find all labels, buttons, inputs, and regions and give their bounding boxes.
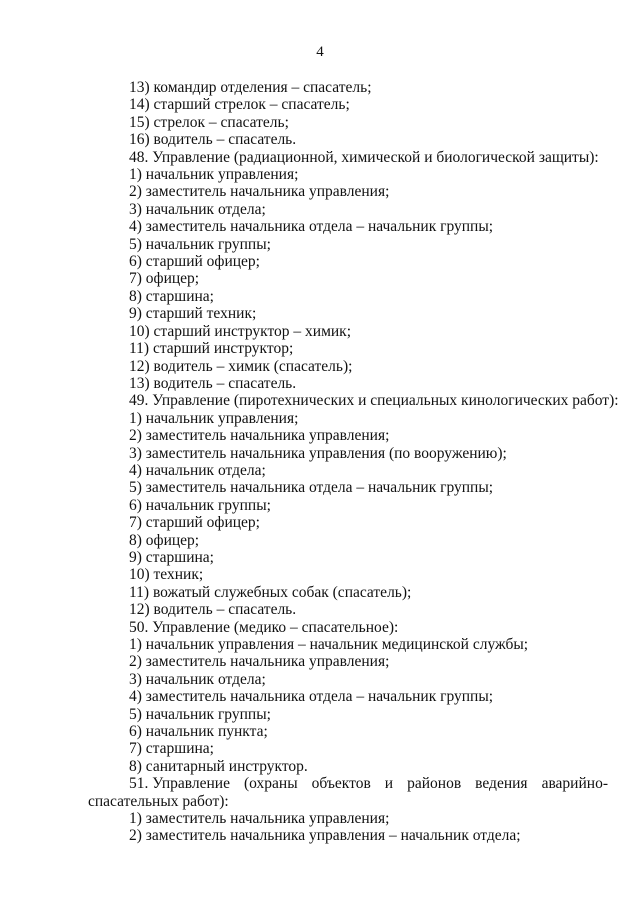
- list-item: 4) начальник отдела;: [129, 461, 266, 479]
- list-item: 5) заместитель начальника отдела – начальник группы;: [129, 479, 494, 497]
- heading-word: объектов: [311, 775, 371, 793]
- list-item: 7) старший офицер;: [129, 514, 260, 532]
- heading-word: и: [384, 775, 394, 793]
- list-item: 10) старший инструктор – химик;: [129, 322, 352, 340]
- heading-word: аварийно-: [541, 775, 608, 793]
- list-item: 12) водитель – спасатель.: [129, 601, 297, 619]
- section-heading-51: [129, 775, 608, 792]
- list-item: 7) старшина;: [129, 740, 214, 758]
- section-heading-51-continuation: спасательных работ):: [88, 792, 229, 810]
- list-item: 5) начальник группы;: [129, 705, 271, 723]
- section-heading: 50. Управление (медико – спасательное):: [129, 618, 399, 636]
- list-item: 3) заместитель начальника управления (по вооружению);: [129, 444, 507, 462]
- list-item: 8) старшина;: [129, 287, 214, 305]
- heading-word: 51. Управление: [129, 775, 230, 793]
- list-item: 14) старший стрелок – спасатель;: [129, 96, 350, 114]
- list-item: 3) начальник отдела;: [129, 200, 266, 218]
- document-body: [88, 79, 619, 845]
- list-item: 11) вожатый служебных собак (спасатель);: [129, 583, 412, 601]
- list-item: 3) начальник отдела;: [129, 670, 266, 688]
- list-item: 2) заместитель начальника управления;: [129, 427, 390, 445]
- list-item: 1) заместитель начальника управления;: [129, 810, 390, 828]
- list-item: 9) старшина;: [129, 548, 214, 566]
- list-item: 10) техник;: [129, 566, 204, 584]
- list-item: 16) водитель – спасатель.: [129, 131, 297, 149]
- list-item: 2) заместитель начальника управления – начальник отдела;: [129, 827, 521, 845]
- heading-word: (охраны: [244, 775, 298, 793]
- page-number: 4: [316, 44, 324, 60]
- list-item: 11) старший инструктор;: [129, 340, 294, 358]
- list-item: 6) старший офицер;: [129, 253, 260, 271]
- list-item: 15) стрелок – спасатель;: [129, 113, 289, 131]
- list-item: 6) начальник группы;: [129, 496, 271, 514]
- list-item: 1) начальник управления;: [129, 166, 299, 184]
- heading-word: ведения: [475, 775, 528, 793]
- list-item: 5) начальник группы;: [129, 235, 271, 253]
- list-item: 8) санитарный инструктор.: [129, 757, 308, 775]
- list-item: 1) начальник управления – начальник медицинской службы;: [129, 636, 529, 653]
- list-item: 2) заместитель начальника управления;: [129, 183, 390, 201]
- list-item: 1) начальник управления;: [129, 409, 299, 427]
- list-item: 13) командир отделения – спасатель;: [129, 79, 372, 96]
- list-item: 7) офицер;: [129, 270, 200, 288]
- section-heading: 48. Управление (радиационной, химической и биологической защиты):: [129, 148, 599, 166]
- list-item: 12) водитель – химик (спасатель);: [129, 357, 353, 375]
- list-item: 8) офицер;: [129, 531, 200, 549]
- list-item: 9) старший техник;: [129, 305, 257, 323]
- section-heading: 49. Управление (пиротехнических и специальных кинологических работ):: [129, 392, 619, 410]
- list-item: 4) заместитель начальника отдела – начальник группы;: [129, 688, 494, 706]
- list-item: 2) заместитель начальника управления;: [129, 653, 390, 671]
- list-item: 4) заместитель начальника отдела – начальник группы;: [129, 218, 494, 236]
- list-item: 6) начальник пункта;: [129, 723, 268, 741]
- list-item: 13) водитель – спасатель.: [129, 374, 297, 392]
- heading-word: районов: [407, 775, 462, 793]
